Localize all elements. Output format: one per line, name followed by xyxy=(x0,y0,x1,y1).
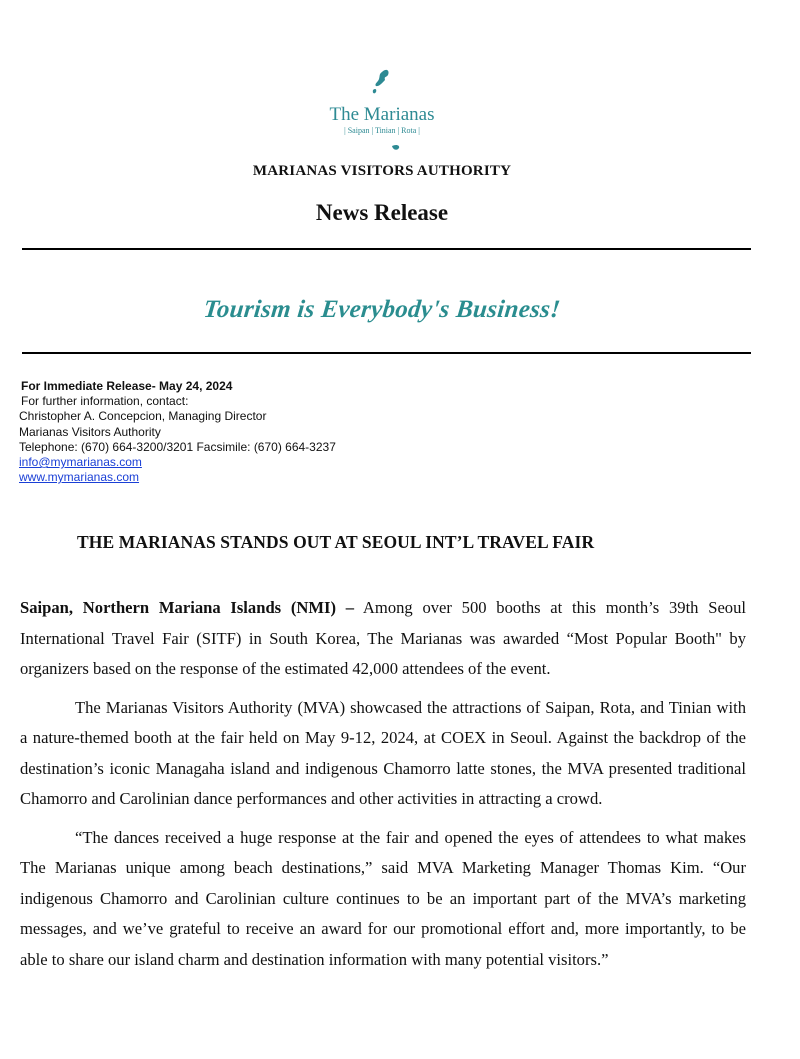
paragraph-1-text: Among over 500 booths at this month’s 39th Seoul International Travel Fair (SITF) in South Korea, The Marianas was awarded “Most Popular Booth" by organizers based on the response of the estimated 42,000 attendees of the event. xyxy=(20,598,747,678)
further-info-label: For further information, contact: xyxy=(21,394,189,409)
paragraph-2: The Marianas Visitors Authority (MVA) showcased the attractions of Saipan, Rota, and Tinian with a nature-themed booth at the fair held on May 9-12, 2024, at COEX in Seoul. Against the backdrop of the destination’s iconic Managaha island and indigenous Chamorro latte stones, the MVA presented traditional Chamorro and Carolinian dance performances and other activities in attracting a crowd. xyxy=(20,697,746,808)
dateline: Saipan, Northern Mariana Islands (NMI) – xyxy=(20,598,355,617)
article-body xyxy=(20,593,746,983)
contact-name: Christopher A. Concepcion, Managing Director xyxy=(19,409,267,424)
contact-org: Marianas Visitors Authority xyxy=(19,424,161,439)
agency-name: MARIANAS VISITORS AUTHORITY xyxy=(252,163,512,179)
release-date: For Immediate Release- May 24, 2024 xyxy=(21,379,233,393)
slogan: Tourism is Everybody's Business! xyxy=(202,296,562,323)
logo-title: The Marianas xyxy=(329,104,435,125)
article-headline: THE MARIANAS STANDS OUT AT SEOUL INT’L TRAVEL FAIR xyxy=(77,532,595,552)
paragraph-3: “The dances received a huge response at the fair and opened the eyes of attendees to what makes The Marianas unique among beach destinations,” said MVA Marketing Manager Thomas Kim. “Our indigenous Chamorro and Carolinian culture continues to be an important part of the MVA’s marketing messages, and we’ve grateful to receive an award for our promotional effort and, more importantly, to be able to share our island charm and destination information with many potential visitors.” xyxy=(20,827,746,969)
website-link[interactable]: www.mymarianas.com xyxy=(19,470,140,485)
contact-block xyxy=(19,379,336,485)
divider-bottom xyxy=(22,352,751,354)
marianas-logo xyxy=(318,62,446,162)
divider-top xyxy=(22,248,751,250)
contact-phones: Telephone: (670) 664-3200/3201 Facsimile: (670) 664-3237 xyxy=(19,439,336,454)
logo-subtitle: | Saipan | Tinian | Rota | xyxy=(344,126,420,135)
paragraph-1 xyxy=(20,593,746,685)
document-type: News Release xyxy=(315,200,449,225)
email-link[interactable]: info@mymarianas.com xyxy=(19,455,142,470)
